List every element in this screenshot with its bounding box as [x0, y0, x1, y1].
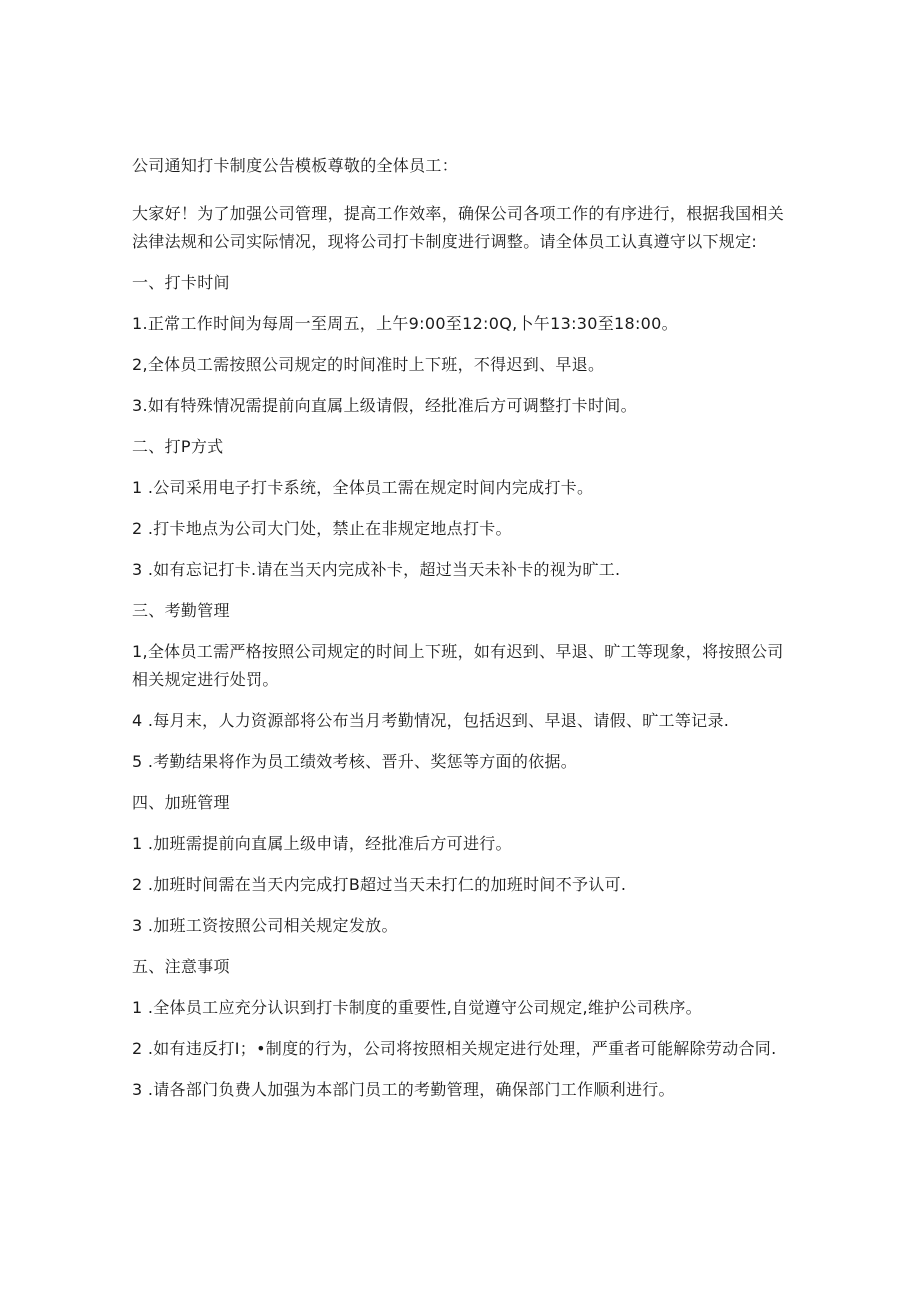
document-body [132, 152, 792, 1117]
section-3-item-3: 5 .考勤结果将作为员工绩效考核、晋升、奖惩等方面的依据。 [132, 752, 578, 771]
section-heading-clock-in-time: 一、打卡时间 [132, 273, 230, 292]
section-1-item-2: 2,全体员工需按照公司规定的时间准时上下班，不得迟到、早退。 [132, 355, 605, 374]
section-2-item-3: 3 .如有忘记打卡.请在当天内完成补卡，超过当天未补卡的视为旷工. [132, 560, 621, 579]
section-5-item-3: 3 .请各部门负费人加强为本部门员工的考勤管理，确保部门工作顺利进行。 [132, 1080, 675, 1099]
intro-paragraph: 大家好！为了加强公司管理，提高工作效率，确保公司各项工作的有序进行，根据我国相关法律法规和公司实际情况，现将公司打卡制度进行调整。请全体员工认真遵守以下规定: [132, 204, 785, 251]
section-2-item-2: 2 .打卡地点为公司大门处，禁止在非规定地点打卡。 [132, 519, 512, 538]
section-1-item-1: 1.正常工作时间为每周一至周五，上午9:00至12:0Q,卜午13:30至18:00。 [132, 314, 678, 333]
section-heading-attendance: 三、考勤管理 [132, 601, 230, 620]
section-heading-clock-in-method: 二、打P方式 [132, 437, 224, 456]
section-4-item-1: 1 .加班需提前向直属上级申请，经批准后方可进行。 [132, 834, 512, 853]
section-5-item-2: 2 .如有违反打I；•制度的行为，公司将按照相关规定进行处理，严重者可能解除劳动合同. [132, 1039, 777, 1058]
section-5-item-1: 1 .全体员工应充分认识到打卡制度的重要性,自觉遵守公司规定,维护公司秩序。 [132, 998, 702, 1017]
section-2-item-1: 1 .公司采用电子打卡系统，全体员工需在规定时间内完成打卡。 [132, 478, 594, 497]
section-4-item-2: 2 .加班时间需在当天内完成打B超过当天未打仁的加班时间不予认可. [132, 875, 627, 894]
section-3-item-2: 4 .每月末，人力资源部将公布当月考勤情况，包括迟到、早退、请假、旷工等记录. [132, 711, 730, 730]
document-title: 公司通知打卡制度公告模板尊敬的全体员工： [132, 156, 459, 175]
section-1-item-3: 3.如有特殊情况需提前向直属上级请假，经批准后方可调整打卡时间。 [132, 396, 637, 415]
section-heading-overtime: 四、加班管理 [132, 793, 230, 812]
section-4-item-3: 3 .加班工资按照公司相关规定发放。 [132, 916, 398, 935]
section-3-item-1: 1,全体员工需严格按照公司规定的时间上下班，如有迟到、早退、旷工等现象，将按照公司相关规定进行处罚。 [132, 642, 784, 689]
section-heading-notes: 五、注意事项 [132, 957, 230, 976]
